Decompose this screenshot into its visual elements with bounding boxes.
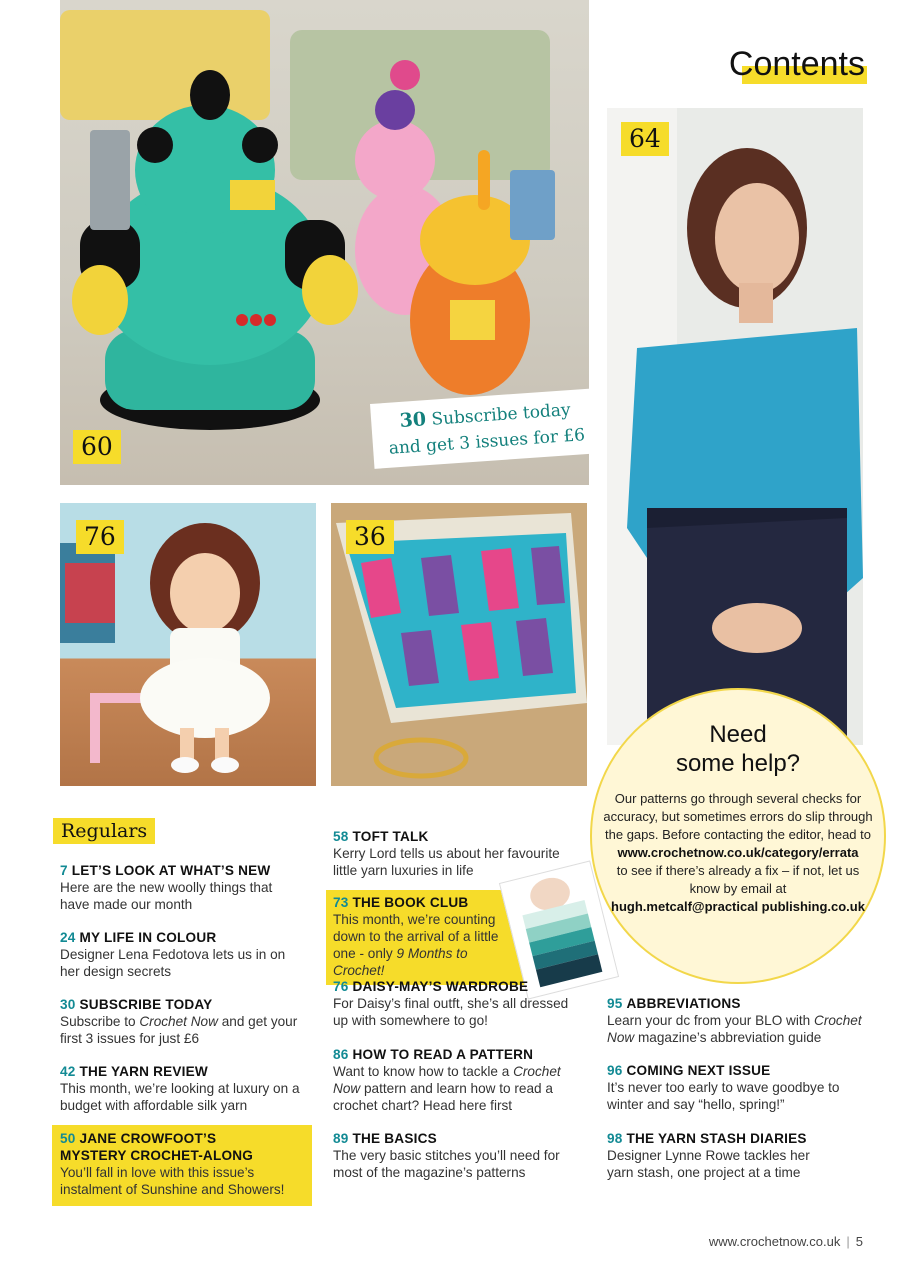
entry-number: 98: [607, 1131, 623, 1146]
entry-title: MY LIFE IN COLOUR: [79, 930, 217, 945]
entry-96[interactable]: [607, 1062, 847, 1113]
entry-text-a: Learn your dc from your BLO with: [607, 1013, 815, 1028]
entry-title: SUBSCRIBE TODAY: [79, 997, 213, 1012]
entry-title-2: MYSTERY CROCHET-ALONG: [60, 1148, 254, 1163]
entry-number: 24: [60, 930, 76, 945]
entry-title: HOW TO READ A PATTERN: [352, 1047, 534, 1062]
entry-86[interactable]: [333, 1046, 588, 1114]
page-badge-robots: 60: [73, 430, 121, 464]
entry-42[interactable]: [60, 1063, 300, 1114]
entry-number: 58: [333, 829, 349, 844]
footer-site[interactable]: www.crochetnow.co.uk: [708, 1234, 841, 1249]
help-circle: [590, 688, 886, 984]
entry-text-a: Want to know how to tackle a: [333, 1064, 514, 1079]
entry-number: 50: [60, 1131, 76, 1146]
help-heading-2: some help?: [675, 750, 801, 777]
promo-number: 30: [398, 408, 427, 432]
entry-text: You’ll fall in love with this issue’s instalment of Sunshine and Showers!: [60, 1165, 285, 1197]
entry-text: This month, we’re looking at luxury on a budget with affordable silk yarn: [60, 1081, 300, 1113]
entry-title: ABBREVIATIONS: [626, 996, 741, 1011]
entry-text-a: Subscribe to: [60, 1014, 140, 1029]
entry-number: 89: [333, 1131, 349, 1146]
entry-title: LET’S LOOK AT WHAT’S NEW: [71, 863, 271, 878]
entry-text: Designer Lena Fedotova lets us in on her design secrets: [60, 947, 286, 979]
entry-95[interactable]: [607, 995, 862, 1046]
regulars-label: Regulars: [53, 818, 155, 844]
page-title: Contents: [728, 45, 865, 83]
entry-number: 30: [60, 997, 76, 1012]
promo-line1: Subscribe today: [430, 400, 572, 430]
entry-text: Kerry Lord tells us about her favourite little yarn luxuries in life: [333, 846, 560, 878]
entry-98[interactable]: [607, 1130, 827, 1181]
entry-title: THE BASICS: [352, 1131, 437, 1146]
footer-separator: |: [846, 1234, 850, 1249]
entry-number: 86: [333, 1047, 349, 1062]
entry-text: Here are the new woolly things that have made our month: [60, 880, 273, 912]
entry-number: 76: [333, 979, 349, 994]
entry-number: 95: [607, 996, 623, 1011]
entry-text-b: pattern and learn how to read a crochet chart? Head here first: [333, 1081, 553, 1113]
entry-7[interactable]: [60, 862, 300, 913]
help-heading-1: Need: [709, 721, 767, 748]
entry-text: For Daisy’s final outft, she’s all dressed up with somewhere to go!: [333, 996, 569, 1028]
help-text-1: Our patterns go through several checks for accuracy, but sometimes errors do slip through the gaps. Before contacting the editor, head to: [603, 791, 873, 842]
entry-title: THE YARN STASH DIARIES: [626, 1131, 807, 1146]
entry-73[interactable]: [326, 890, 525, 985]
entry-text-b: magazine’s abbreviation guide: [634, 1030, 822, 1045]
page-number: 5: [855, 1234, 863, 1249]
editor-email-link[interactable]: hugh.metcalf@practical publishing.co.uk: [611, 899, 865, 914]
shawl-photo: [607, 108, 863, 745]
promo-line2: and get 3 issues for £6: [388, 425, 586, 459]
entry-text: The very basic stitches you’ll need for most of the magazine’s patterns: [333, 1148, 560, 1180]
entry-text: It’s never too early to wave goodbye to winter and say “hello, spring!”: [607, 1080, 840, 1112]
entry-title: THE YARN REVIEW: [79, 1064, 208, 1079]
page-footer: [709, 1234, 863, 1249]
entry-number: 96: [607, 1063, 623, 1078]
entry-24[interactable]: [60, 929, 300, 980]
entry-76[interactable]: [333, 978, 583, 1029]
entry-text-em: Crochet Now: [139, 1014, 218, 1029]
entry-text-em: Crochet Now: [333, 1064, 561, 1096]
entry-title: TOFT TALK: [352, 829, 429, 844]
entry-number: 7: [60, 863, 68, 878]
page-badge-doll: 76: [76, 520, 124, 554]
shawl-illustration: [607, 108, 863, 745]
entry-title: THE BOOK CLUB: [352, 895, 469, 910]
entry-text-em: Crochet Now: [607, 1013, 862, 1045]
entry-text: Designer Lynne Rowe tackles her yarn stash, one project at a time: [607, 1148, 810, 1180]
page-badge-shawl: 64: [621, 122, 669, 156]
entry-89[interactable]: [333, 1130, 573, 1181]
entry-text-b: and get your first 3 issues for just £6: [60, 1014, 298, 1046]
entry-text-a: This month, we’re counting down to the arrival of a little one - only: [333, 912, 499, 961]
entry-text-em: 9 Months to Crochet!: [333, 946, 468, 978]
page-badge-bag: 36: [346, 520, 394, 554]
entry-30[interactable]: [60, 996, 300, 1047]
entry-title: DAISY-MAY’S WARDROBE: [352, 979, 529, 994]
entry-50[interactable]: [52, 1125, 312, 1206]
entry-number: 42: [60, 1064, 76, 1079]
errata-link[interactable]: www.crochetnow.co.uk/category/errata: [617, 845, 859, 860]
entry-title: COMING NEXT ISSUE: [626, 1063, 771, 1078]
entry-title: JANE CROWFOOT’S: [79, 1131, 217, 1146]
entry-number: 73: [333, 895, 349, 910]
help-text-2: to see if there’s already a fix – if not, let us know by email at: [616, 863, 860, 896]
